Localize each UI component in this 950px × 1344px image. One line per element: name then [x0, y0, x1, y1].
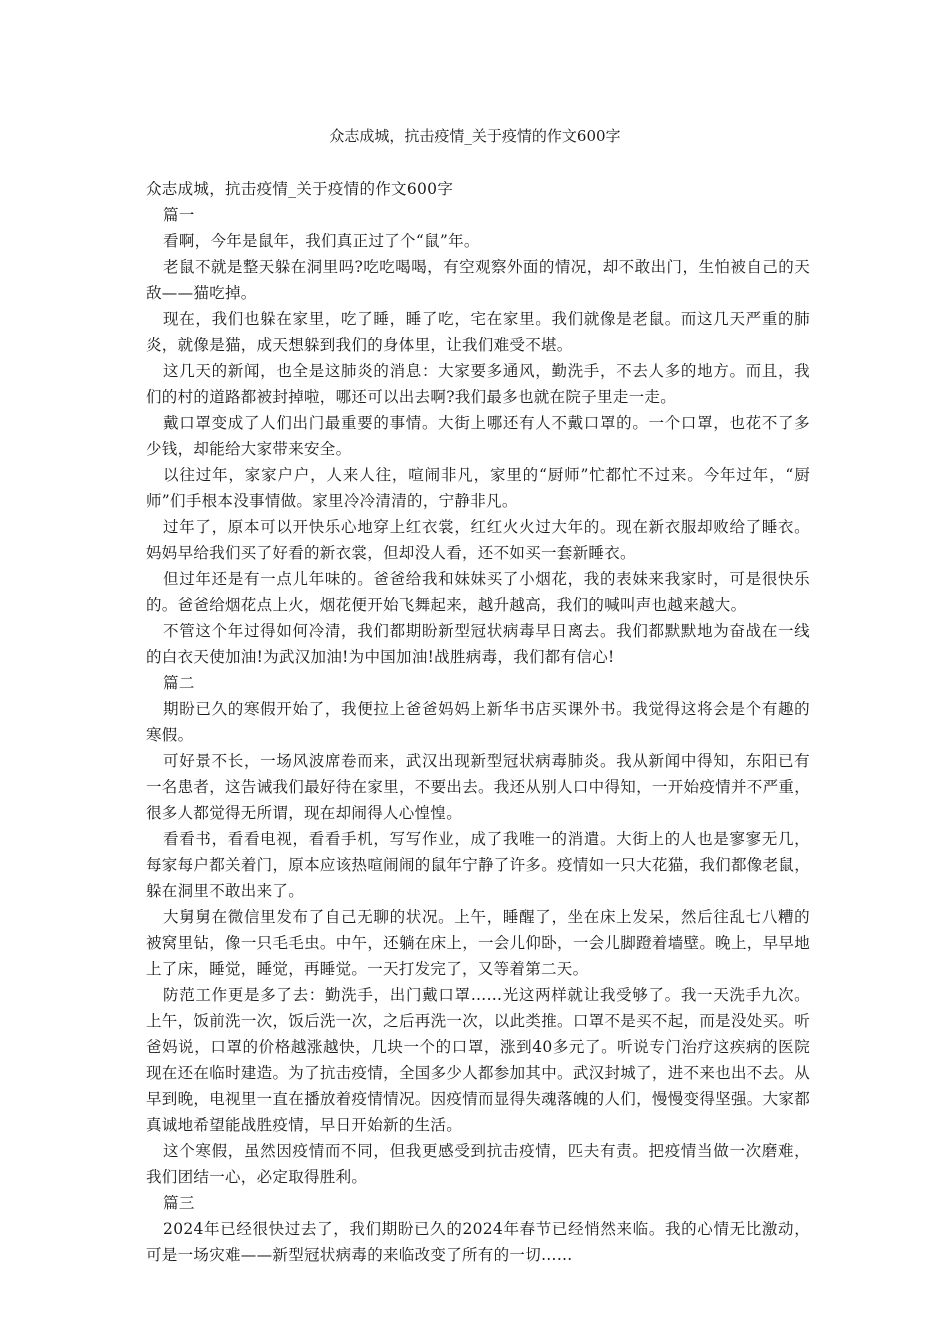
page-title: 众志成城，抗击疫情_关于疫情的作文600字 [329, 127, 621, 145]
section-label: 篇二 [163, 674, 195, 692]
paragraph: 大舅舅在微信里发布了自己无聊的状况。上午，睡醒了，坐在床上发呆，然后往乱七八糟的被窝里钻，像一只毛毛虫。中午，还躺在床上，一会儿仰卧，一会儿脚蹬着墙壁。晚上，早早地上了床，睡觉，睡觉，再睡觉。一天打发完了，又等着第二天。 [146, 908, 810, 978]
document-heading: 众志成城，抗击疫情_关于疫情的作文600字 [146, 180, 454, 198]
paragraph: 可好景不长，一场风波席卷而来，武汉出现新型冠状病毒肺炎。我从新闻中得知，东阳已有一名患者，这告诫我们最好待在家里，不要出去。我还从别人口中得知，一开始疫情并不严重，很多人都觉得无所谓，现在却闹得人心惶惶。 [146, 752, 810, 822]
paragraph: 2024年已经很快过去了，我们期盼已久的2024年春节已经悄然来临。我的心情无比激动，可是一场灾难——新型冠状病毒的来临改变了所有的一切…… [146, 1220, 810, 1264]
paragraph: 过年了，原本可以开快乐心地穿上红衣裳，红红火火过大年的。现在新衣服却败给了睡衣。妈妈早给我们买了好看的新衣裳，但却没人看，还不如买一套新睡衣。 [146, 518, 810, 562]
document-body [146, 176, 810, 1268]
paragraph: 看看书，看看电视，看看手机，写写作业，成了我唯一的消遣。大街上的人也是寥寥无几，每家每户都关着门，原本应该热喧闹闹的鼠年宁静了许多。疫情如一只大花猫，我们都像老鼠，躲在洞里不敢出来了。 [146, 830, 810, 900]
paragraph: 期盼已久的寒假开始了，我便拉上爸爸妈妈上新华书店买课外书。我觉得这将会是个有趣的寒假。 [146, 700, 810, 744]
paragraph: 这个寒假，虽然因疫情而不同，但我更感受到抗击疫情，匹夫有责。把疫情当做一次磨难，我们团结一心，必定取得胜利。 [146, 1142, 810, 1186]
paragraph: 防范工作更是多了去：勤洗手，出门戴口罩……光这两样就让我受够了。我一天洗手九次。上午，饭前洗一次，饭后洗一次，之后再洗一次，以此类推。口罩不是买不起，而是没处买。听爸妈说，口罩的价格越涨越快，几块一个的口罩，涨到40多元了。听说专门治疗这疾病的医院现在还在临时建造。为了抗击疫情，全国多少人都参加其中。武汉封城了，进不来也出不去。从早到晚，电视里一直在播放着疫情情况。因疫情而显得失魂落魄的人们，慢慢变得坚强。大家都真诚地希望能战胜疫情，早日开始新的生活。 [146, 986, 810, 1134]
paragraph: 不管这个年过得如何冷清，我们都期盼新型冠状病毒早日离去。我们都默默地为奋战在一线的白衣天使加油!为武汉加油!为中国加油!战胜病毒，我们都有信心! [146, 622, 810, 666]
paragraph: 但过年还是有一点儿年味的。爸爸给我和妹妹买了小烟花，我的表妹来我家时，可是很快乐的。爸爸给烟花点上火，烟花便开始飞舞起来，越升越高，我们的喊叫声也越来越大。 [146, 570, 810, 614]
paragraph: 戴口罩变成了人们出门最重要的事情。大街上哪还有人不戴口罩的。一个口罩，也花不了多少钱，却能给大家带来安全。 [146, 414, 810, 458]
paragraph: 现在，我们也躲在家里，吃了睡，睡了吃，宅在家里。我们就像是老鼠。而这几天严重的肺炎，就像是猫，成天想躲到我们的身体里，让我们难受不堪。 [146, 310, 810, 354]
paragraph: 老鼠不就是整天躲在洞里吗?吃吃喝喝，有空观察外面的情况，却不敢出门，生怕被自己的天敌——猫吃掉。 [146, 258, 810, 302]
section-label: 篇一 [163, 206, 195, 224]
paragraph: 这几天的新闻，也全是这肺炎的消息：大家要多通风，勤洗手，不去人多的地方。而且，我们的村的道路都被封掉啦，哪还可以出去啊?我们最多也就在院子里走一走。 [146, 362, 810, 406]
paragraph: 看啊，今年是鼠年，我们真正过了个“鼠”年。 [163, 232, 480, 250]
section-label: 篇三 [163, 1194, 195, 1212]
paragraph: 以往过年，家家户户，人来人往，喧闹非凡，家里的“厨师”忙都忙不过来。今年过年，“厨师”们手根本没事情做。家里冷冷清清的，宁静非凡。 [146, 466, 810, 510]
